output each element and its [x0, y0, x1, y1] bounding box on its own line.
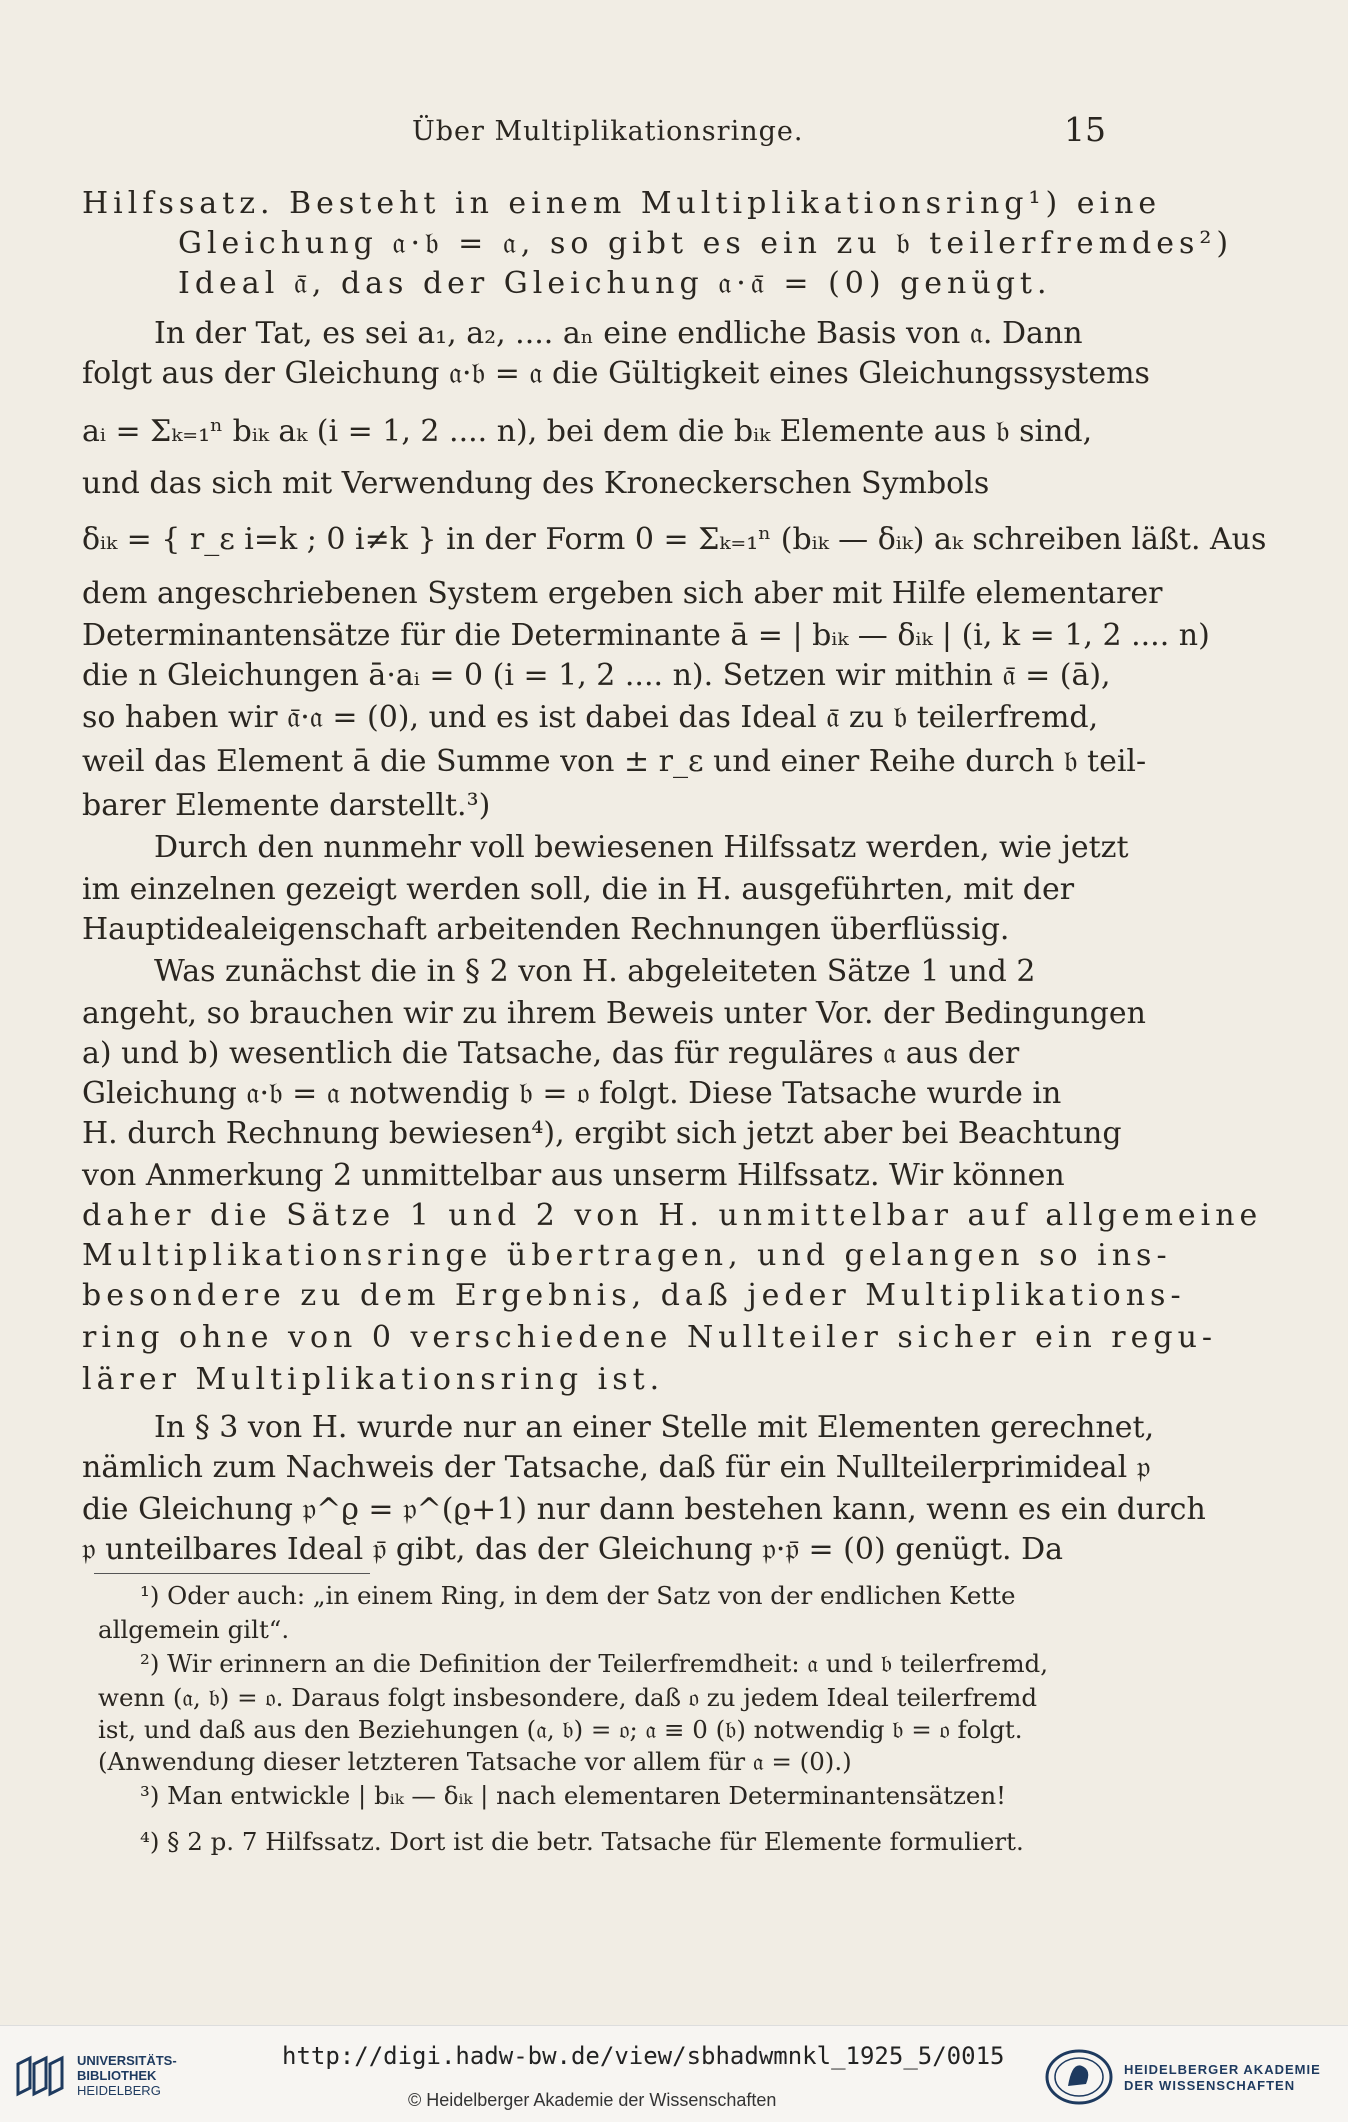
text-line: a) und b) wesentlich die Tatsache, das für reguläres 𝔞 aus der	[82, 1036, 1020, 1071]
text-line: angeht, so brauchen wir zu ihrem Beweis unter Vor. der Bedingungen	[82, 996, 1146, 1031]
university-library-logo-icon	[14, 2054, 68, 2100]
text-line: so haben wir 𝔞̄·𝔞 = (0), und es ist dabei das Ideal 𝔞̄ zu 𝔟 teilerfremd,	[82, 700, 1099, 735]
text-line: Gleichung 𝔞·𝔟 = 𝔞, so gibt es ein zu 𝔟 teilerfremdes²)	[178, 226, 1234, 261]
text-line: und das sich mit Verwendung des Kroneckerschen Symbols	[82, 466, 990, 501]
footnote-line: wenn (𝔞, 𝔟) = 𝔬. Daraus folgt insbesondere, daß 𝔬 zu jedem Ideal teilerfremd	[98, 1683, 1038, 1712]
viewer-footer	[0, 2025, 1348, 2122]
footnote-line: ³) Man entwickle | bᵢₖ — δᵢₖ | nach elementaren Determinantensätzen!	[140, 1781, 1007, 1810]
text-line: barer Elemente darstellt.³)	[82, 788, 491, 823]
page-header	[0, 108, 1348, 158]
text-line: daher die Sätze 1 und 2 von H. unmittelbar auf allgemeine	[82, 1198, 1263, 1233]
text-line: Hauptidealeigenschaft arbeitenden Rechnungen überflüssig.	[82, 912, 1010, 947]
academy-name	[1124, 2062, 1321, 2094]
text-line: ring ohne von 0 verschiedene Nullteiler sicher ein regu-	[82, 1320, 1218, 1355]
academy-name-line: DER WISSENSCHAFTEN	[1124, 2078, 1296, 2093]
footnote-line: ist, und daß aus den Beziehungen (𝔞, 𝔟) = 𝔬; 𝔞 ≡ 0 (𝔟) notwendig 𝔟 = 𝔬 folgt.	[98, 1715, 1023, 1744]
footnote-line: ⁴) § 2 p. 7 Hilfssatz. Dort ist die betr. Tatsache für Elemente formuliert.	[140, 1827, 1024, 1856]
copyright-notice: © Heidelberger Akademie der Wissenschaften	[408, 2090, 777, 2110]
running-title: Über Multiplikationsringe.	[412, 116, 804, 147]
text-line: die Gleichung 𝔭^ϱ = 𝔭^(ϱ+1) nur dann bestehen kann, wenn es ein durch	[82, 1492, 1206, 1527]
text-line: im einzelnen gezeigt werden soll, die in H. ausgeführten, mit der	[82, 872, 1075, 907]
text-line: von Anmerkung 2 unmittelbar aus unserm Hilfssatz. Wir können	[82, 1158, 1065, 1193]
text-line: Determinantensätze für die Determinante ā = | bᵢₖ — δᵢₖ | (i, k = 1, 2 .... n)	[82, 618, 1210, 653]
text-line: Hilfssatz. Besteht in einem Multiplikationsring¹) eine	[82, 186, 1162, 221]
academy-seal-icon	[1042, 2048, 1116, 2106]
text-line: lärer Multiplikationsring ist.	[82, 1362, 665, 1397]
library-name	[77, 2053, 177, 2098]
text-line: nämlich zum Nachweis der Tatsache, daß für ein Nullteilerprimideal 𝔭	[82, 1450, 1151, 1485]
text-line: Ideal 𝔞̄, das der Gleichung 𝔞·𝔞̄ = (0) genügt.	[178, 266, 1052, 301]
footnote-line: allgemein gilt“.	[98, 1615, 290, 1644]
text-line: Was zunächst die in § 2 von H. abgeleiteten Sätze 1 und 2	[154, 954, 1036, 989]
library-name-line: HEIDELBERG	[77, 2083, 161, 2098]
text-line: δᵢₖ = { r_ε i=k ; 0 i≠k } in der Form 0 = Σₖ₌₁ⁿ (bᵢₖ — δᵢₖ) aₖ schreiben läßt. Aus	[82, 522, 1267, 557]
academy-name-line: HEIDELBERGER AKADEMIE	[1124, 2062, 1321, 2077]
text-line: In der Tat, es sei a₁, a₂, .... aₙ eine endliche Basis von 𝔞. Dann	[154, 316, 1083, 351]
text-line: Multiplikationsringe übertragen, und gelangen so ins-	[82, 1238, 1172, 1273]
text-line: H. durch Rechnung bewiesen⁴), ergibt sich jetzt aber bei Beachtung	[82, 1116, 1122, 1151]
text-line: aᵢ = Σₖ₌₁ⁿ bᵢₖ aₖ (i = 1, 2 .... n), bei dem die bᵢₖ Elemente aus 𝔟 sind,	[82, 414, 1093, 449]
footnote-divider	[94, 1573, 370, 1574]
footnote-line: ²) Wir erinnern an die Definition der Teilerfremdheit: 𝔞 und 𝔟 teilerfremd,	[140, 1649, 1049, 1678]
text-line: 𝔭 unteilbares Ideal 𝔭̄ gibt, das der Gleichung 𝔭·𝔭̄ = (0) genügt. Da	[82, 1532, 1064, 1567]
text-line: In § 3 von H. wurde nur an einer Stelle mit Elementen gerechnet,	[154, 1410, 1155, 1445]
page-number: 15	[1064, 110, 1106, 149]
text-line: Gleichung 𝔞·𝔟 = 𝔞 notwendig 𝔟 = 𝔬 folgt. Diese Tatsache wurde in	[82, 1076, 1062, 1111]
text-line: die n Gleichungen ā·aᵢ = 0 (i = 1, 2 .... n). Setzen wir mithin 𝔞̄ = (ā),	[82, 658, 1111, 693]
footnote-line: ¹) Oder auch: „in einem Ring, in dem der Satz von der endlichen Kette	[140, 1581, 1016, 1610]
text-line: Durch den nunmehr voll bewiesenen Hilfssatz werden, wie jetzt	[154, 830, 1129, 865]
text-line: besondere zu dem Ergebnis, daß jeder Multiplikations-	[82, 1278, 1186, 1313]
library-name-line: BIBLIOTHEK	[77, 2068, 157, 2083]
footnote-line: (Anwendung dieser letzteren Tatsache vor allem für 𝔞 = (0).)	[98, 1747, 852, 1776]
text-line: folgt aus der Gleichung 𝔞·𝔟 = 𝔞 die Gültigkeit eines Gleichungssystems	[82, 356, 1150, 391]
permalink-url[interactable]: http://digi.hadw-bw.de/view/sbhadwmnkl_1925_5/0015	[282, 2042, 1005, 2070]
library-name-line: UNIVERSITÄTS-	[77, 2053, 177, 2068]
text-line: dem angeschriebenen System ergeben sich aber mit Hilfe elementarer	[82, 576, 1163, 611]
text-line: weil das Element ā die Summe von ± r_ε und einer Reihe durch 𝔟 teil-	[82, 744, 1147, 779]
